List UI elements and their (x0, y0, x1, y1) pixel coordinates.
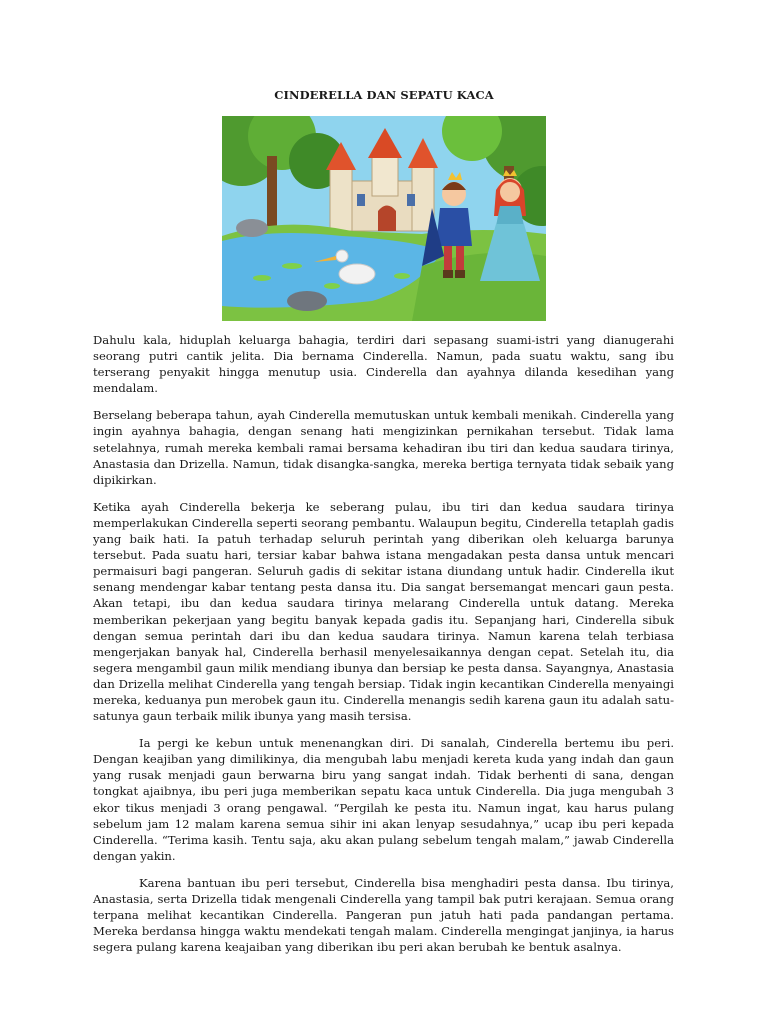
paragraph-5: Karena bantuan ibu peri tersebut, Cinderella bisa menghadiri pesta dansa. Ibu tirinya, Anastasia, serta Drizella tidak mengenali Cinderella yang tampil bak putri kerajaan. Semua orang terpana melihat kecantikan Cinderella. Pangeran pun jatuh hati pada pandangan pertama. Mereka berdansa hingga waktu mendekati tengah malam. Cinderella mengingat janjinya, ia harus segera pulang karena keajaiban yang diberikan ibu peri akan berubah ke bentuk asalnya. (93, 875, 674, 955)
fairytale-castle-prince-princess-illustration (222, 116, 546, 321)
paragraph-3: Ketika ayah Cinderella bekerja ke seberang pulau, ibu tiri dan kedua saudara tirinya memperlakukan Cinderella seperti seorang pembantu. Walaupun begitu, Cinderella tetaplah gadis yang baik hati. Ia patuh terhadap seluruh perintah yang diberikan oleh keluarga barunya tersebut. Pada suatu hari, tersiar kabar bahwa istana mengadakan pesta dansa untuk mencari permaisuri bagi pangeran. Seluruh gadis di sekitar istana diundang untuk hadir. Cinderella ikut senang mendengar kabar tentang pesta dansa itu. Dia sangat bersemangat mencari gaun pesta. Akan tetapi, ibu dan kedua saudara tirinya melarang Cinderella untuk datang. Mereka memberikan pekerjaan yang begitu banyak kepada gadis itu. Sepanjang hari, Cinderella sibuk dengan semua perintah dari ibu dan kedua saudara tirinya. Namun karena telah terbiasa mengerjakan banyak hal, Cinderella berhasil menyelesaikannya dengan cepat. Setelah itu, dia segera mengambil gaun milik mendiang ibunya dan bersiap ke pesta dansa. Sayangnya, Anastasia dan Drizella melihat Cinderella yang tengah bersiap. Tidak ingin kecantikan Cinderella menyaingi mereka, keduanya pun merobek gaun itu. Cinderella menangis sedih karena gaun itu adalah satu-satunya gaun terbaik milik ibunya yang masih tersisa. (93, 499, 675, 724)
paragraph-4: Ia pergi ke kebun untuk menenangkan diri. Di sanalah, Cinderella bertemu ibu peri. Dengan keajiban yang dimilikinya, dia mengubah labu menjadi kereta kuda yang indah dan gaun yang rusak menjadi gaun berwarna biru yang sangat indah. Tidak berhenti di sana, dengan tongkat ajaibnya, ibu peri juga memberikan sepatu kaca untuk Cinderella. Dia juga mengubah 3 ekor tikus menjadi 3 orang pengawal. “Pergilah ke pesta itu. Namun ingat, kau harus pulang sebelum jam 12 malam karena semua sihir ini akan lenyap sesudahnya,” ucap ibu peri kepada Cinderella. “Terima kasih. Tentu saja, aku akan pulang sebelum tengah malam,” jawab Cinderella dengan yakin. (93, 736, 674, 863)
story-illustration (222, 116, 546, 321)
story-body (93, 332, 674, 966)
paragraph-1: Dahulu kala, hiduplah keluarga bahagia, terdiri dari sepasang suami-istri yang dianugerahi seorang putri cantik jelita. Dia bernama Cinderella. Namun, pada suatu waktu, sang ibu terserang penyakit hingga menutup usia. Cinderella dan ayahnya dilanda kesedihan yang mendalam. (93, 333, 674, 396)
paragraph-2: Berselang beberapa tahun, ayah Cinderella memutuskan untuk kembali menikah. Cinderella yang ingin ayahnya bahagia, dengan senang hati mengizinkan pernikahan tersebut. Tidak lama setelahnya, rumah mereka kembali ramai bersama kehadiran ibu tiri dan kedua saudara tirinya, Anastasia dan Drizella. Namun, tidak disangka-sangka, mereka bertiga ternyata tidak sebaik yang dipikirkan. (93, 408, 674, 487)
story-title: CINDERELLA DAN SEPATU KACA (274, 88, 494, 102)
